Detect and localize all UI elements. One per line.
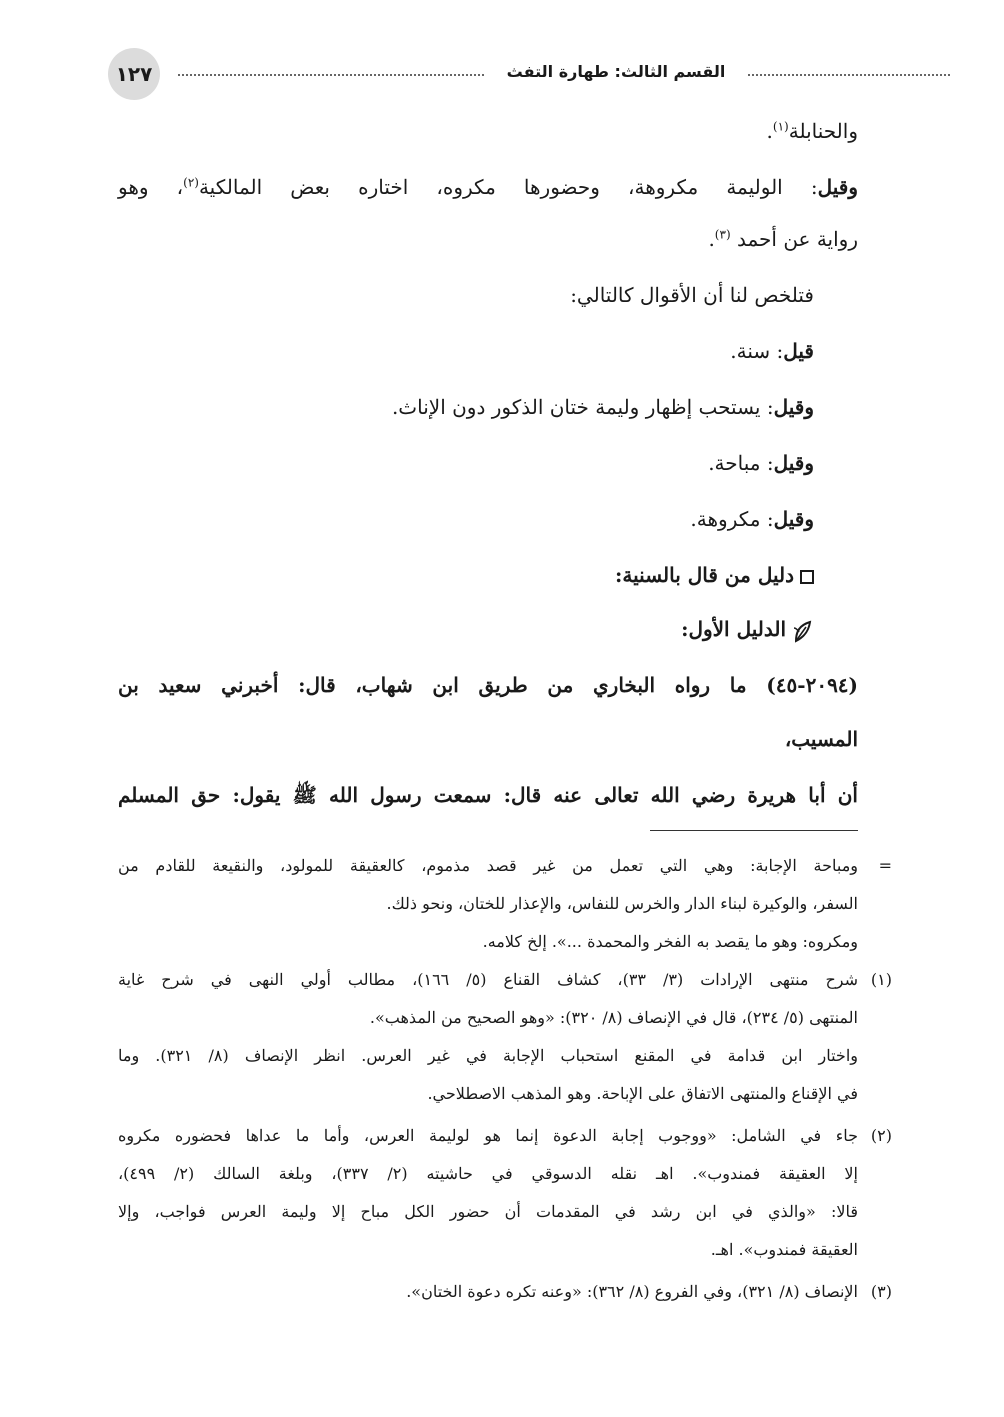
footnote-continuation-line: ومكروه: وهو ما يقصد به الفخر والمحمدة ...». إلخ كلامه. — [482, 932, 858, 951]
footnote-1-line: في الإقناع والمنتهى الاتفاق على الإباحة. وهو المذهب الاصطلاحي. — [427, 1084, 858, 1103]
opinion-text: : مباحة. — [708, 451, 774, 475]
opinion-3 — [708, 446, 814, 480]
footnote-1-line: المنتهى (٥/ ٢٣٤)، قال في الإنصاف (٨/ ٣٢٠): «وهو الصحيح من المذهب». — [369, 1008, 858, 1027]
header-dotted-rule-right — [748, 74, 950, 76]
evidence-heading — [681, 612, 814, 646]
body-text: رواية عن أحمد — [730, 227, 858, 251]
hadith-line-1: (٢٠٩٤-٤٥) ما رواه البخاري من طريق ابن شهاب، قال: أخبرني سعيد بن — [118, 673, 859, 697]
opinion-text: : سنة. — [730, 339, 784, 363]
footnote-continuation-marker: = — [878, 856, 892, 875]
leaf-ornament-icon — [792, 619, 814, 643]
hadith-line-2: المسيب، — [784, 727, 858, 751]
body-text: والحنابلة — [788, 119, 858, 143]
footnote-continuation-line: ومباحة الإجابة: وهي التي تعمل من غير قصد مذموم، كالعقيقة للمولود، والنقيعة للقادم من — [118, 856, 858, 875]
footnote-ref: (٢) — [183, 175, 199, 190]
opinion-label: وقيل — [773, 395, 814, 419]
opinion-label: وقيل — [773, 451, 814, 475]
summary-intro: فتلخص لنا أن الأقوال كالتالي: — [570, 283, 814, 307]
footnote-1-number: (١) — [870, 970, 892, 989]
opinion-2 — [392, 390, 814, 424]
running-header — [108, 48, 854, 100]
body-line-3 — [708, 222, 858, 256]
header-dotted-rule-left — [178, 74, 484, 76]
section-heading-text: دليل من قال بالسنية: — [615, 563, 794, 587]
body-text: : الوليمة مكروهة، وحضورها مكروه، اختاره بعض المالكية — [198, 175, 818, 199]
footnote-2-line: إلا العقيقة فمندوب». اهـ نقله الدسوقي في حاشيته (٢/ ٣٣٧)، وبلغة السالك (٢/ ٤٩٩)، — [118, 1164, 859, 1183]
footnote-3-number: (٣) — [870, 1282, 892, 1301]
page-number: ١٢٧ — [108, 48, 160, 100]
footnote-separator — [650, 830, 858, 831]
footnote-1-line: واختار ابن قدامة في المقنع استحباب الإجابة في غير العرس. انظر الإنصاف (٨/ ٣٢١). وما — [118, 1046, 858, 1065]
footnote-2-line: قالا: «والذي في ابن رشد في المقدمات أن حضور الكل مباح إلا وليمة العرس فواجب، وإلا — [118, 1202, 858, 1221]
footnote-3-line: الإنصاف (٨/ ٣٢١)، وفي الفروع (٨/ ٣٦٢): «وعنه تكره دعوة الختان». — [406, 1282, 858, 1301]
hadith-line-3: أن أبا هريرة رضي الله تعالى عنه قال: سمعت رسول الله ﷺ يقول: حق المسلم — [118, 783, 858, 807]
checkbox-icon — [800, 570, 814, 584]
body-text: . — [708, 227, 715, 251]
footnote-continuation-line: السفر، والوكيرة لبناء الدار والخرس للنفاس، والإعذار للختان، ونحو ذلك. — [386, 894, 858, 913]
footnote-2-line: العقيقة فمندوب». اهـ. — [710, 1240, 858, 1259]
opinion-text: : يستحب إظهار وليمة ختان الذكور دون الإناث. — [391, 395, 774, 419]
body-text: . — [766, 119, 773, 143]
body-line-2 — [118, 170, 858, 204]
body-text: ، وهو — [118, 175, 184, 199]
opinion-label: وقيل — [817, 175, 858, 199]
opinion-1 — [730, 334, 814, 368]
evidence-heading-text: الدليل الأول: — [681, 617, 786, 641]
opinion-label: قيل — [783, 339, 814, 363]
section-heading — [615, 558, 814, 592]
opinion-label: وقيل — [773, 507, 814, 531]
body-line-1 — [767, 114, 858, 148]
footnote-ref: (١) — [772, 119, 789, 134]
footnote-ref: (٣) — [714, 227, 731, 242]
footnote-2-line: جاء في الشامل: «ووجوب إجابة الدعوة إنما هو لوليمة العرس، وأما ما عداها فحضوره مكروه — [118, 1126, 859, 1145]
header-title: القسم الثالث: طهارة التفث — [506, 62, 726, 81]
footnote-1-line: شرح منتهى الإرادات (٣/ ٣٣)، كشاف القناع (٥/ ١٦٦)، مطالب أولي النهى في شرح غاية — [118, 970, 859, 989]
opinion-text: : مكروهة. — [690, 507, 774, 531]
opinion-4 — [690, 502, 814, 536]
footnote-2-number: (٢) — [870, 1126, 892, 1145]
